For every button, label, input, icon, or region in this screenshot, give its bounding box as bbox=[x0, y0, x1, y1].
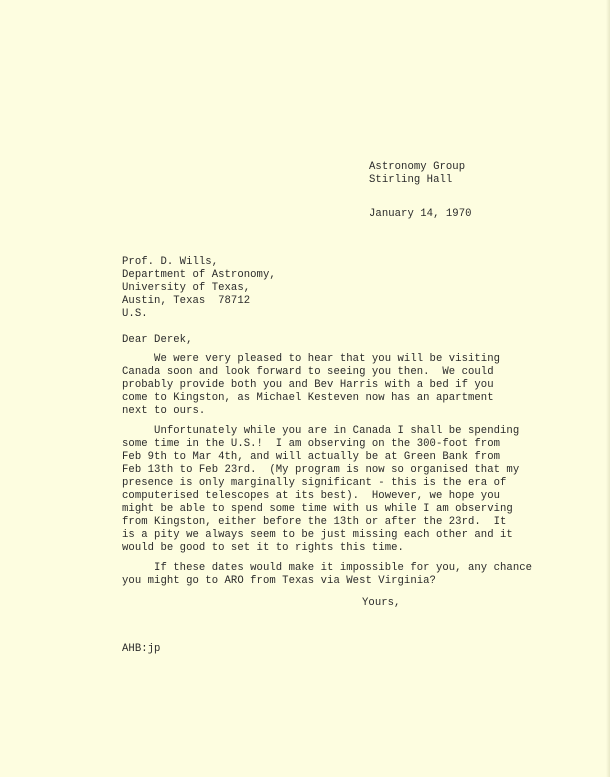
recipient-country: U.S. bbox=[122, 308, 148, 320]
paragraph-line: Feb 13th to Feb 23rd. (My program is now so organised that my bbox=[122, 464, 520, 476]
recipient-university: University of Texas, bbox=[122, 282, 251, 294]
recipient-name: Prof. D. Wills, bbox=[122, 256, 219, 268]
paragraph-line: probably provide both you and Bev Harris with a bed if you bbox=[122, 379, 494, 391]
paragraph-line: If these dates would make it impossible for you, any chance bbox=[122, 562, 533, 574]
paragraph-line: presence is only marginally significant - this is the era of bbox=[122, 477, 507, 489]
paragraph-line: would be good to set it to rights this time. bbox=[122, 542, 404, 554]
typist-initials: AHB:jp bbox=[122, 643, 161, 655]
paragraph-line: you might go to ARO from Texas via West Virginia? bbox=[122, 575, 436, 587]
paragraph-line: next to ours. bbox=[122, 405, 206, 417]
closing: Yours, bbox=[362, 597, 401, 609]
recipient-city: Austin, Texas 78712 bbox=[122, 295, 251, 307]
paragraph-line: from Kingston, either before the 13th or after the 23rd. It bbox=[122, 516, 507, 528]
paragraph-line: Unfortunately while you are in Canada I shall be spending bbox=[122, 425, 520, 437]
letterhead-line-1: Astronomy Group bbox=[369, 161, 466, 173]
paragraph-line: is a pity we always seem to be just missing each other and it bbox=[122, 529, 513, 541]
page-edge bbox=[606, 0, 610, 777]
recipient-department: Department of Astronomy, bbox=[122, 269, 276, 281]
paragraph-line: Feb 9th to Mar 4th, and will actually be at Green Bank from bbox=[122, 451, 501, 463]
paragraph-line: come to Kingston, as Michael Kesteven now has an apartment bbox=[122, 392, 494, 404]
paragraph-line: computerised telescopes at its best). However, we hope you bbox=[122, 490, 501, 502]
salutation: Dear Derek, bbox=[122, 334, 193, 346]
paragraph-line: might be able to spend some time with us while I am observing bbox=[122, 503, 513, 515]
paragraph-line: Canada soon and look forward to seeing you then. We could bbox=[122, 366, 494, 378]
letterhead-line-2: Stirling Hall bbox=[369, 174, 453, 186]
paragraph-line: We were very pleased to hear that you will be visiting bbox=[122, 353, 501, 365]
letter-date: January 14, 1970 bbox=[369, 208, 472, 220]
paragraph-line: some time in the U.S.! I am observing on the 300-foot from bbox=[122, 438, 501, 450]
